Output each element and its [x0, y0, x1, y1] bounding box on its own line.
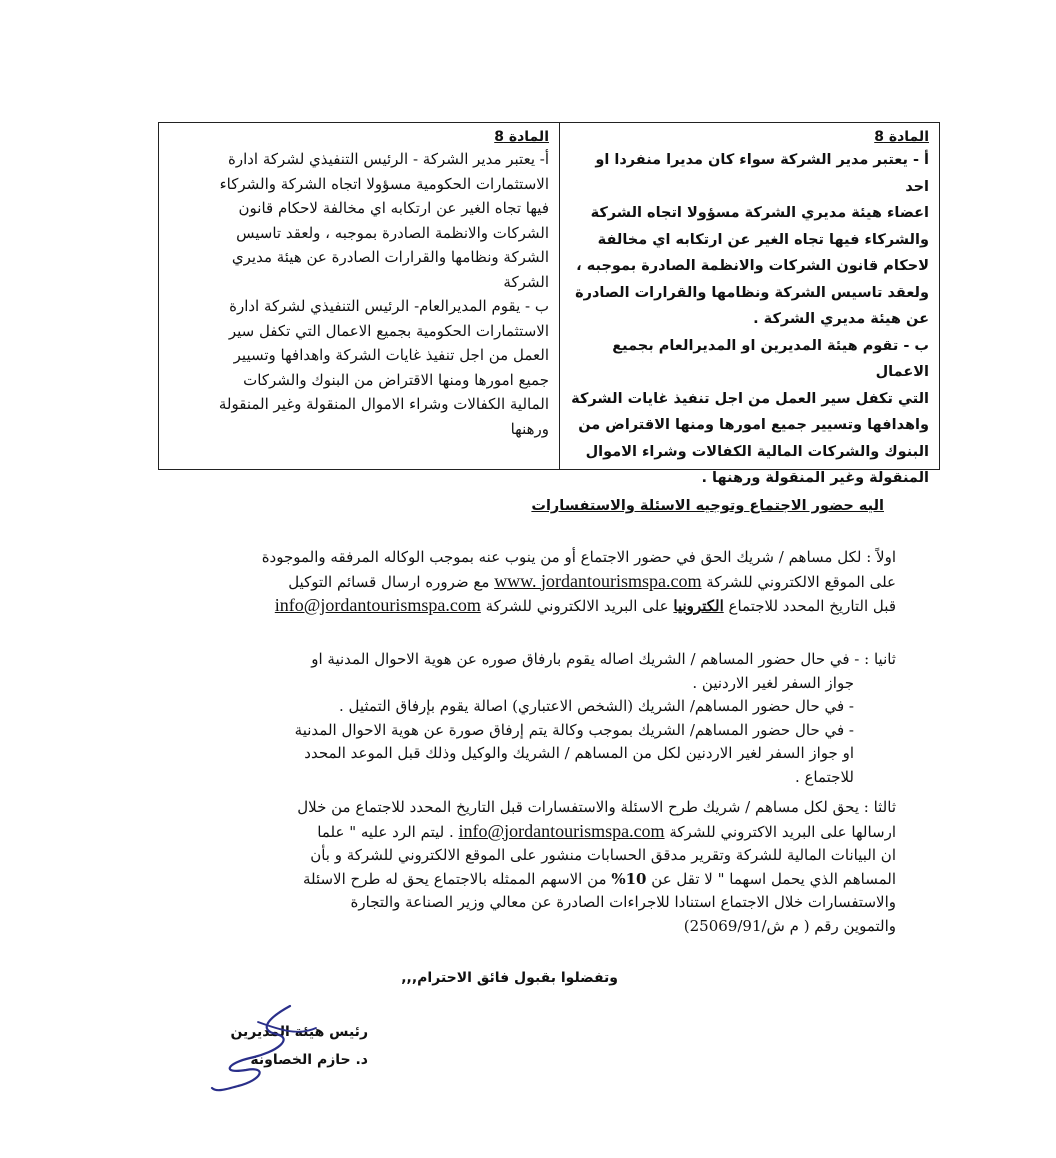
emphasis-text: الكترونيا — [673, 597, 724, 615]
paragraph-first — [262, 546, 896, 619]
table-line: ورهنها — [510, 419, 549, 438]
signatory-title: رئيس هيئة المديرين — [230, 1024, 368, 1040]
email-link[interactable]: info@jordantourismspa.com — [274, 595, 481, 615]
table-line: فيها تجاه الغير عن ارتكابه اي مخالفة لاحكام قانون — [238, 199, 549, 217]
table-line: ب - يقوم المديرالعام- الرئيس التنفيذي لشركة ادارة — [229, 297, 549, 315]
table-line: اعضاء هيئة مديري الشركة مسؤولا اتجاه الشركة — [590, 205, 929, 221]
table-line: ولعقد تاسيس الشركة ونظامها والقرارات الصادرة — [575, 284, 929, 301]
paragraph-line: والتموين رقم ( م ش/25069/91) — [683, 916, 896, 935]
paragraph-line: او جواز السفر لغير الاردنين لكل من المساهم / الشريك والوكيل وذلك قبل الموعد المحدد — [304, 744, 854, 762]
table-line: واهدافها وتسيير جميع امورها ومنها الاقتراض من — [578, 417, 929, 433]
text-segment: قبل التاريخ المحدد للاجتماع — [728, 597, 896, 615]
table-column-current — [559, 123, 939, 486]
table-line: الاستثمارات الحكومية مسؤولا اتجاه الشركة والشركاء — [219, 174, 549, 193]
paragraph-line — [297, 820, 896, 845]
table-line: أ- يعتبر مدير الشركة - الرئيس التنفيذي لشركة ادارة — [227, 150, 549, 168]
paragraph-line: - في حال حضور المساهم/ الشريك بموجب وكالة يتم إرفاق صورة عن هوية الاحوال المدنية — [294, 720, 854, 739]
table-line: ب - تقوم هيئة المديرين او المديرالعام بجميع الاعمال — [612, 337, 929, 380]
text-segment: المساهم الذي يحمل اسهما " لا تقل عن — [651, 869, 896, 888]
column-text — [570, 147, 929, 492]
table-column-amended — [159, 123, 559, 469]
table-line: الشركة — [503, 272, 549, 291]
paragraph-line: جواز السفر لغير الاردنين . — [692, 673, 854, 692]
table-line: المنقولة وغير المنقولة ورهنها . — [701, 470, 929, 486]
table-line: البنوك والشركات المالية الكفالات وشراء الاموال — [585, 443, 929, 460]
table-line: المالية الكفالات وشراء الاموال المنقولة وغير المنقولة — [218, 395, 549, 413]
column-title: المادة 8 — [494, 129, 549, 145]
table-line: الشركة ونظامها والقرارات الصادرة عن هيئة مديري — [231, 248, 549, 266]
table-line: الاستثمارات الحكومية بجميع الاعمال التي تكفل سير — [228, 321, 549, 340]
table-line: جميع امورها ومنها الاقتراض من البنوك والشركات — [243, 370, 549, 389]
paragraph-second — [295, 648, 896, 789]
paragraph-line: والاستفسارات خلال الاجتماع استنادا للاجراءات الصادرة عن معالي وزير الصناعة والتجارة — [350, 893, 896, 911]
column-text — [169, 147, 549, 441]
paragraph-line: ثالثا : يحق لكل مساهم / شريك طرح الاسئلة والاستفسارات قبل التاريخ المحدد للاجتماع من خلال — [297, 798, 896, 816]
closing-salutation: وتفضلوا بقبول فائق الاحترام,,, — [401, 970, 618, 986]
table-line: والشركاء فيها تجاه الغير عن ارتكابه اي مخالفة — [597, 231, 929, 248]
paragraph-line — [262, 594, 896, 619]
table-line: لاحكام قانون الشركات والانظمة الصادرة بموجبه ، — [576, 258, 929, 274]
paragraph-line: - في حال حضور المساهم/ الشريك (الشخص الاعتباري) اصالة يقوم بإرفاق التمثيل . — [338, 697, 854, 715]
paragraph-line — [262, 570, 896, 595]
table-line: أ - يعتبر مدير الشركة سواء كان مديرا منفردا او احد — [595, 152, 929, 195]
article-comparison-table — [158, 122, 940, 486]
text-segment: من الاسهم الممثله بالاجتماع يحق له طرح الاسئلة — [302, 869, 607, 888]
paragraph-third — [297, 796, 896, 938]
paragraph-line: ان البيانات المالية للشركة وتقرير مدقق الحسابات منشور على الموقع الالكتروني للشركة و بأن — [310, 846, 896, 864]
paragraph-line: للاجتماع . — [794, 767, 854, 786]
text-segment: على البريد الالكتروني للشركة — [485, 597, 669, 615]
table-line: الشركات والانظمة الصادرة بموجبه ، ولعقد تاسيس — [236, 223, 549, 242]
text-segment: مع ضروره ارسال قسائم التوكيل — [288, 572, 490, 591]
paragraph-line: ثانيا : - في حال حضور المساهم / الشريك اصاله يقوم بارفاق صوره عن هوية الاحوال المدنية او — [311, 650, 896, 668]
paragraph-line: اولاً : لكل مساهم / شريك الحق في حضور الاجتماع أو من ينوب عنه بموجب الوكاله المرفقه والموجودة — [261, 548, 896, 566]
text-segment: على الموقع الالكتروني للشركة — [706, 572, 896, 591]
percentage-value: 10% — [611, 869, 647, 888]
paragraph-line — [297, 868, 896, 892]
website-link[interactable]: www. jordantourismspa.com — [494, 570, 702, 591]
handwritten-signature — [198, 1000, 328, 1095]
table-line: عن هيئة مديري الشركة . — [753, 311, 929, 327]
table-line: التي تكفل سير العمل من اجل تنفيذ غايات الشركة — [571, 390, 929, 407]
column-title: المادة 8 — [874, 129, 929, 145]
text-segment: ارسالها على البريد الاكتروني للشركة — [669, 822, 896, 841]
section-heading: اليه حضور الاجتماع وتوجيه الاسئلة والاستفسارات — [531, 498, 884, 514]
signatory-name: د. حازم الخصاونة — [250, 1052, 368, 1068]
table-line: العمل من اجل تنفيذ غايات الشركة واهدافها وتسيير — [233, 346, 549, 364]
email-link[interactable]: info@jordantourismspa.com — [458, 820, 665, 841]
text-segment: . ليتم الرد عليه " علما — [317, 822, 454, 841]
